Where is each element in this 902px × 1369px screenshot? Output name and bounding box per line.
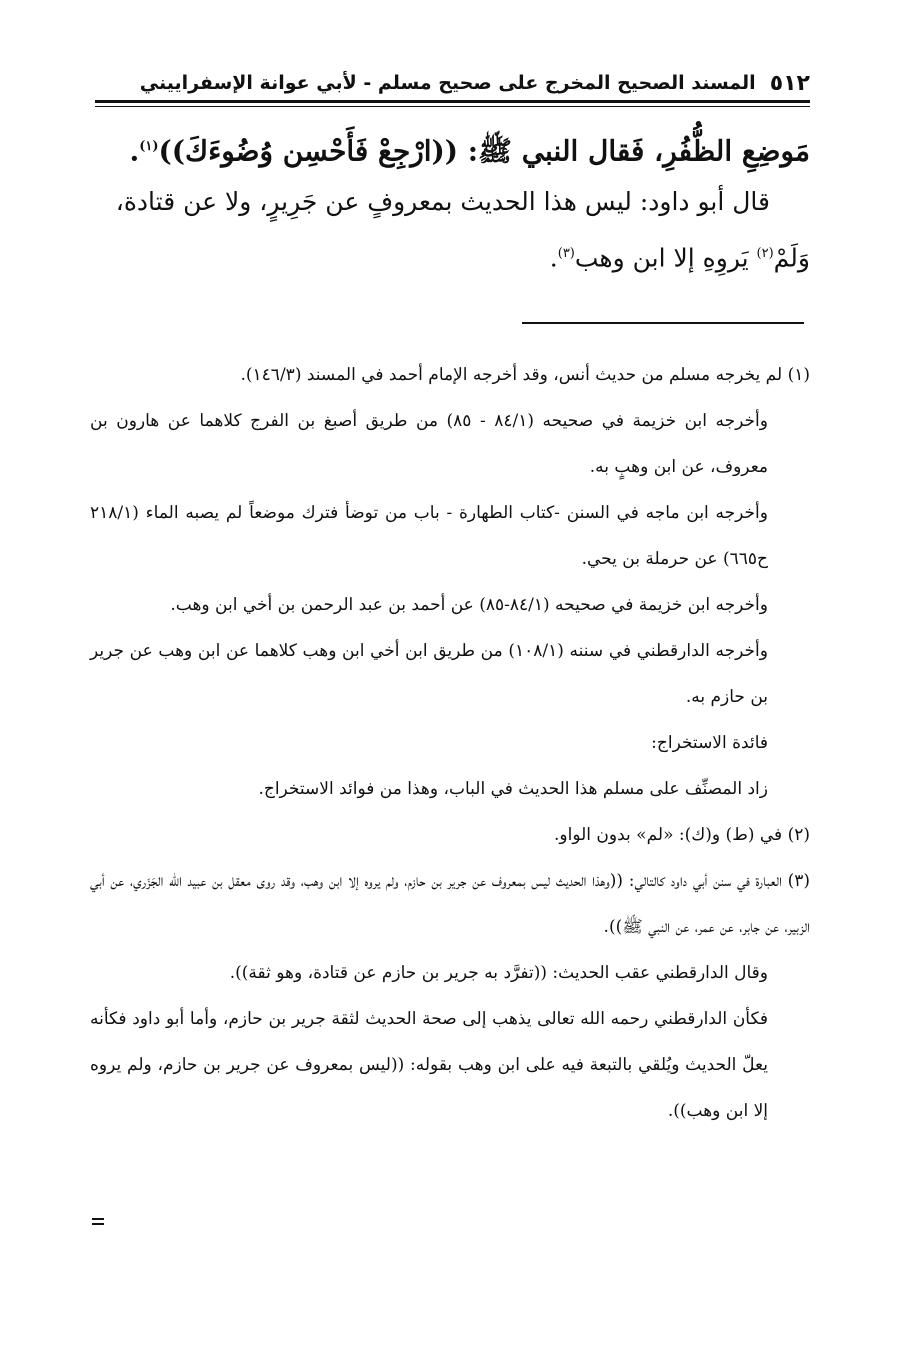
- continuation-mark: [92, 1218, 104, 1230]
- footnote-1-para: وأخرجه ابن خزيمة في صحيحه (٨٤/١ - ٨٥) من طريق أصبغ بن الفرج كلاهما عن هارون بن معروف، عن ابن وهبٍ به.: [90, 411, 768, 477]
- commentary-text: وَلَمْ: [773, 243, 810, 273]
- footnote-separator: [522, 322, 804, 324]
- footnote-1-para: وأخرجه ابن ماجه في السنن -كتاب الطهارة - باب من توضأ فترك موضعاً لم يصبه الماء (٢١٨/١ ح٦٦٥) عن حرملة بن يحي.: [90, 503, 768, 569]
- commentary-text: يَروِهِ إلا ابن وهب: [574, 243, 757, 273]
- footnote-3-para: فكأن الدارقطني رحمه الله تعالى يذهب إلى صحة الحديث لثقة جرير بن حازم، وأما أبو داود فكأنه يعلّ الحديث ويُلقي بالتبعة فيه على ابن وهب بقوله: ((ليس بمعروف عن جرير بن حازم، ولم يروه إلا ابن وهب)).: [90, 1009, 768, 1121]
- footnote-1-para: وأخرجه الدارقطني في سننه (١٠٨/١) من طريق ابن أخي ابن وهب كلاهما عن ابن وهب عن جرير بن حازم به.: [90, 641, 768, 707]
- footnote-1-para: زاد المصنِّف على مسلم هذا الحديث في الباب، وهذا من فوائد الاستخراج.: [258, 779, 768, 799]
- punctuation: .: [129, 134, 140, 168]
- footnote-1-text: (١) لم يخرجه مسلم من حديث أنس، وقد أخرجه الإمام أحمد في المسند (١٤٦/٣).: [240, 365, 810, 385]
- hadith-text: مَوضِعِ الظُّفُرِ، فَقال النبي ﷺ: ((ارْجِعْ فَأَحْسِن وُضُوءَكَ)): [158, 134, 810, 168]
- footnote-2-text: (٢) في (ط) و(ك): «لم» بدون الواو.: [554, 825, 810, 845]
- book-title: المسند الصحيح المخرج على صحيح مسلم - لأبي عوانة الإسفراييني: [139, 72, 756, 94]
- header-rule-thin: [95, 106, 810, 107]
- footnote-1: [90, 352, 810, 1134]
- commentary-line-2: [95, 232, 810, 280]
- footnote-ref-3[interactable]: (٣): [557, 246, 575, 261]
- hadith-line: [95, 125, 810, 173]
- commentary-line-1: قال أبو داود: ليس هذا الحديث بمعروفٍ عن جَرِيرٍ، ولا عن قتادة،: [115, 187, 770, 216]
- header-rule: [95, 100, 810, 103]
- punctuation: .: [549, 243, 558, 273]
- footnote-3-para: وقال الدارقطني عقب الحديث: ((تفرَّد به جرير بن حازم عن قتادة، وهو ثقة)).: [229, 963, 768, 983]
- footnote-3-text: (٣) العبارة في سنن أبي داود كالتالي: ((وهذا الحديث ليس بمعروف عن جرير بن حازم، ولم يروه إلا ابن وهب، وقد روى معقل بن عبيد الله الجَزَري، عن أبي الزبير، عن جابر، عن عمر، عن النبي ﷺ)).: [90, 871, 810, 937]
- footnote-1-label: فائدة الاستخراج:: [651, 733, 768, 753]
- page-number: ٥١٢: [769, 70, 810, 96]
- footnote-ref-1[interactable]: (١): [139, 139, 159, 154]
- footnote-ref-2[interactable]: (٢): [756, 246, 774, 261]
- running-header: [95, 68, 810, 98]
- footnote-1-para: وأخرجه ابن خزيمة في صحيحه (٨٤/١-٨٥) عن أحمد بن عبد الرحمن بن أخي ابن وهب.: [170, 595, 768, 615]
